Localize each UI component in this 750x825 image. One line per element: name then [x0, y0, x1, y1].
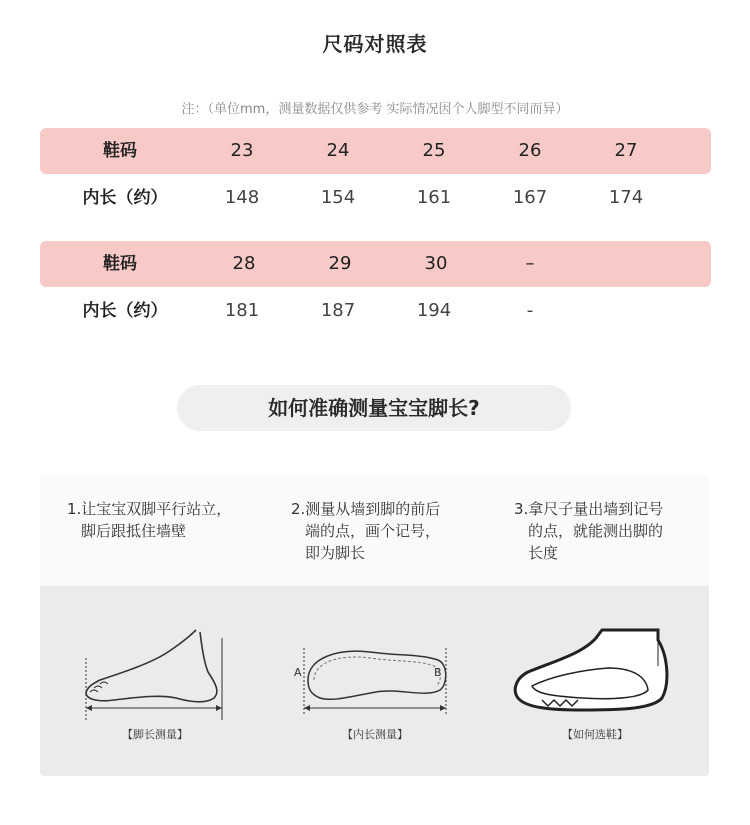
length-cell: 194	[416, 300, 452, 321]
size-header-row-2	[40, 241, 711, 287]
length-cell: 154	[320, 187, 356, 208]
size-cell: 27	[614, 140, 638, 161]
length-cell: 181	[224, 300, 260, 321]
page-title: 尺码对照表	[322, 32, 428, 56]
length-cell: 167	[512, 187, 548, 208]
size-cell: 24	[326, 140, 350, 161]
caption-inner-length: 【内长测量】	[342, 728, 408, 741]
size-cell: 29	[328, 253, 352, 274]
length-cell: 187	[320, 300, 356, 321]
size-cell: 30	[424, 253, 448, 274]
point-a-label: A	[294, 666, 302, 679]
size-cell: 28	[232, 253, 256, 274]
size-header-row-1	[40, 128, 711, 174]
howto-title: 如何准确测量宝宝脚长?	[177, 385, 571, 431]
length-label: 内长（约）	[82, 301, 168, 321]
length-row-2	[40, 288, 711, 334]
foot-side-illustration	[80, 628, 230, 723]
length-cell: 174	[608, 187, 644, 208]
size-label: 鞋码	[103, 141, 137, 161]
measurement-note: 注：（单位mm，测量数据仅供参考 实际情况因个人脚型不同而异）	[181, 102, 569, 117]
caption-choose-shoe: 【如何选鞋】	[562, 728, 628, 741]
step-3: 3.拿尺子量出墙到记号 的点，就能测出脚的 长度	[514, 500, 664, 562]
size-cell: –	[525, 253, 535, 274]
size-cell: 25	[422, 140, 446, 161]
step-2: 2.测量从墙到脚的前后 端的点，画个记号， 即为脚长	[291, 500, 441, 562]
length-cell: -	[526, 300, 534, 321]
length-cell: 148	[224, 187, 260, 208]
length-row-1	[40, 175, 711, 221]
caption-foot-length: 【脚长测量】	[122, 728, 188, 741]
length-cell: 161	[416, 187, 452, 208]
foot-insole-illustration	[290, 640, 460, 720]
step-1: 1.让宝宝双脚平行站立， 脚后跟抵住墙壁	[67, 500, 232, 540]
size-label: 鞋码	[103, 254, 137, 274]
size-cell: 26	[518, 140, 542, 161]
size-cell: 23	[230, 140, 254, 161]
point-b-label: B	[434, 666, 442, 679]
length-label: 内长（约）	[82, 188, 168, 208]
shoe-illustration	[512, 626, 672, 721]
